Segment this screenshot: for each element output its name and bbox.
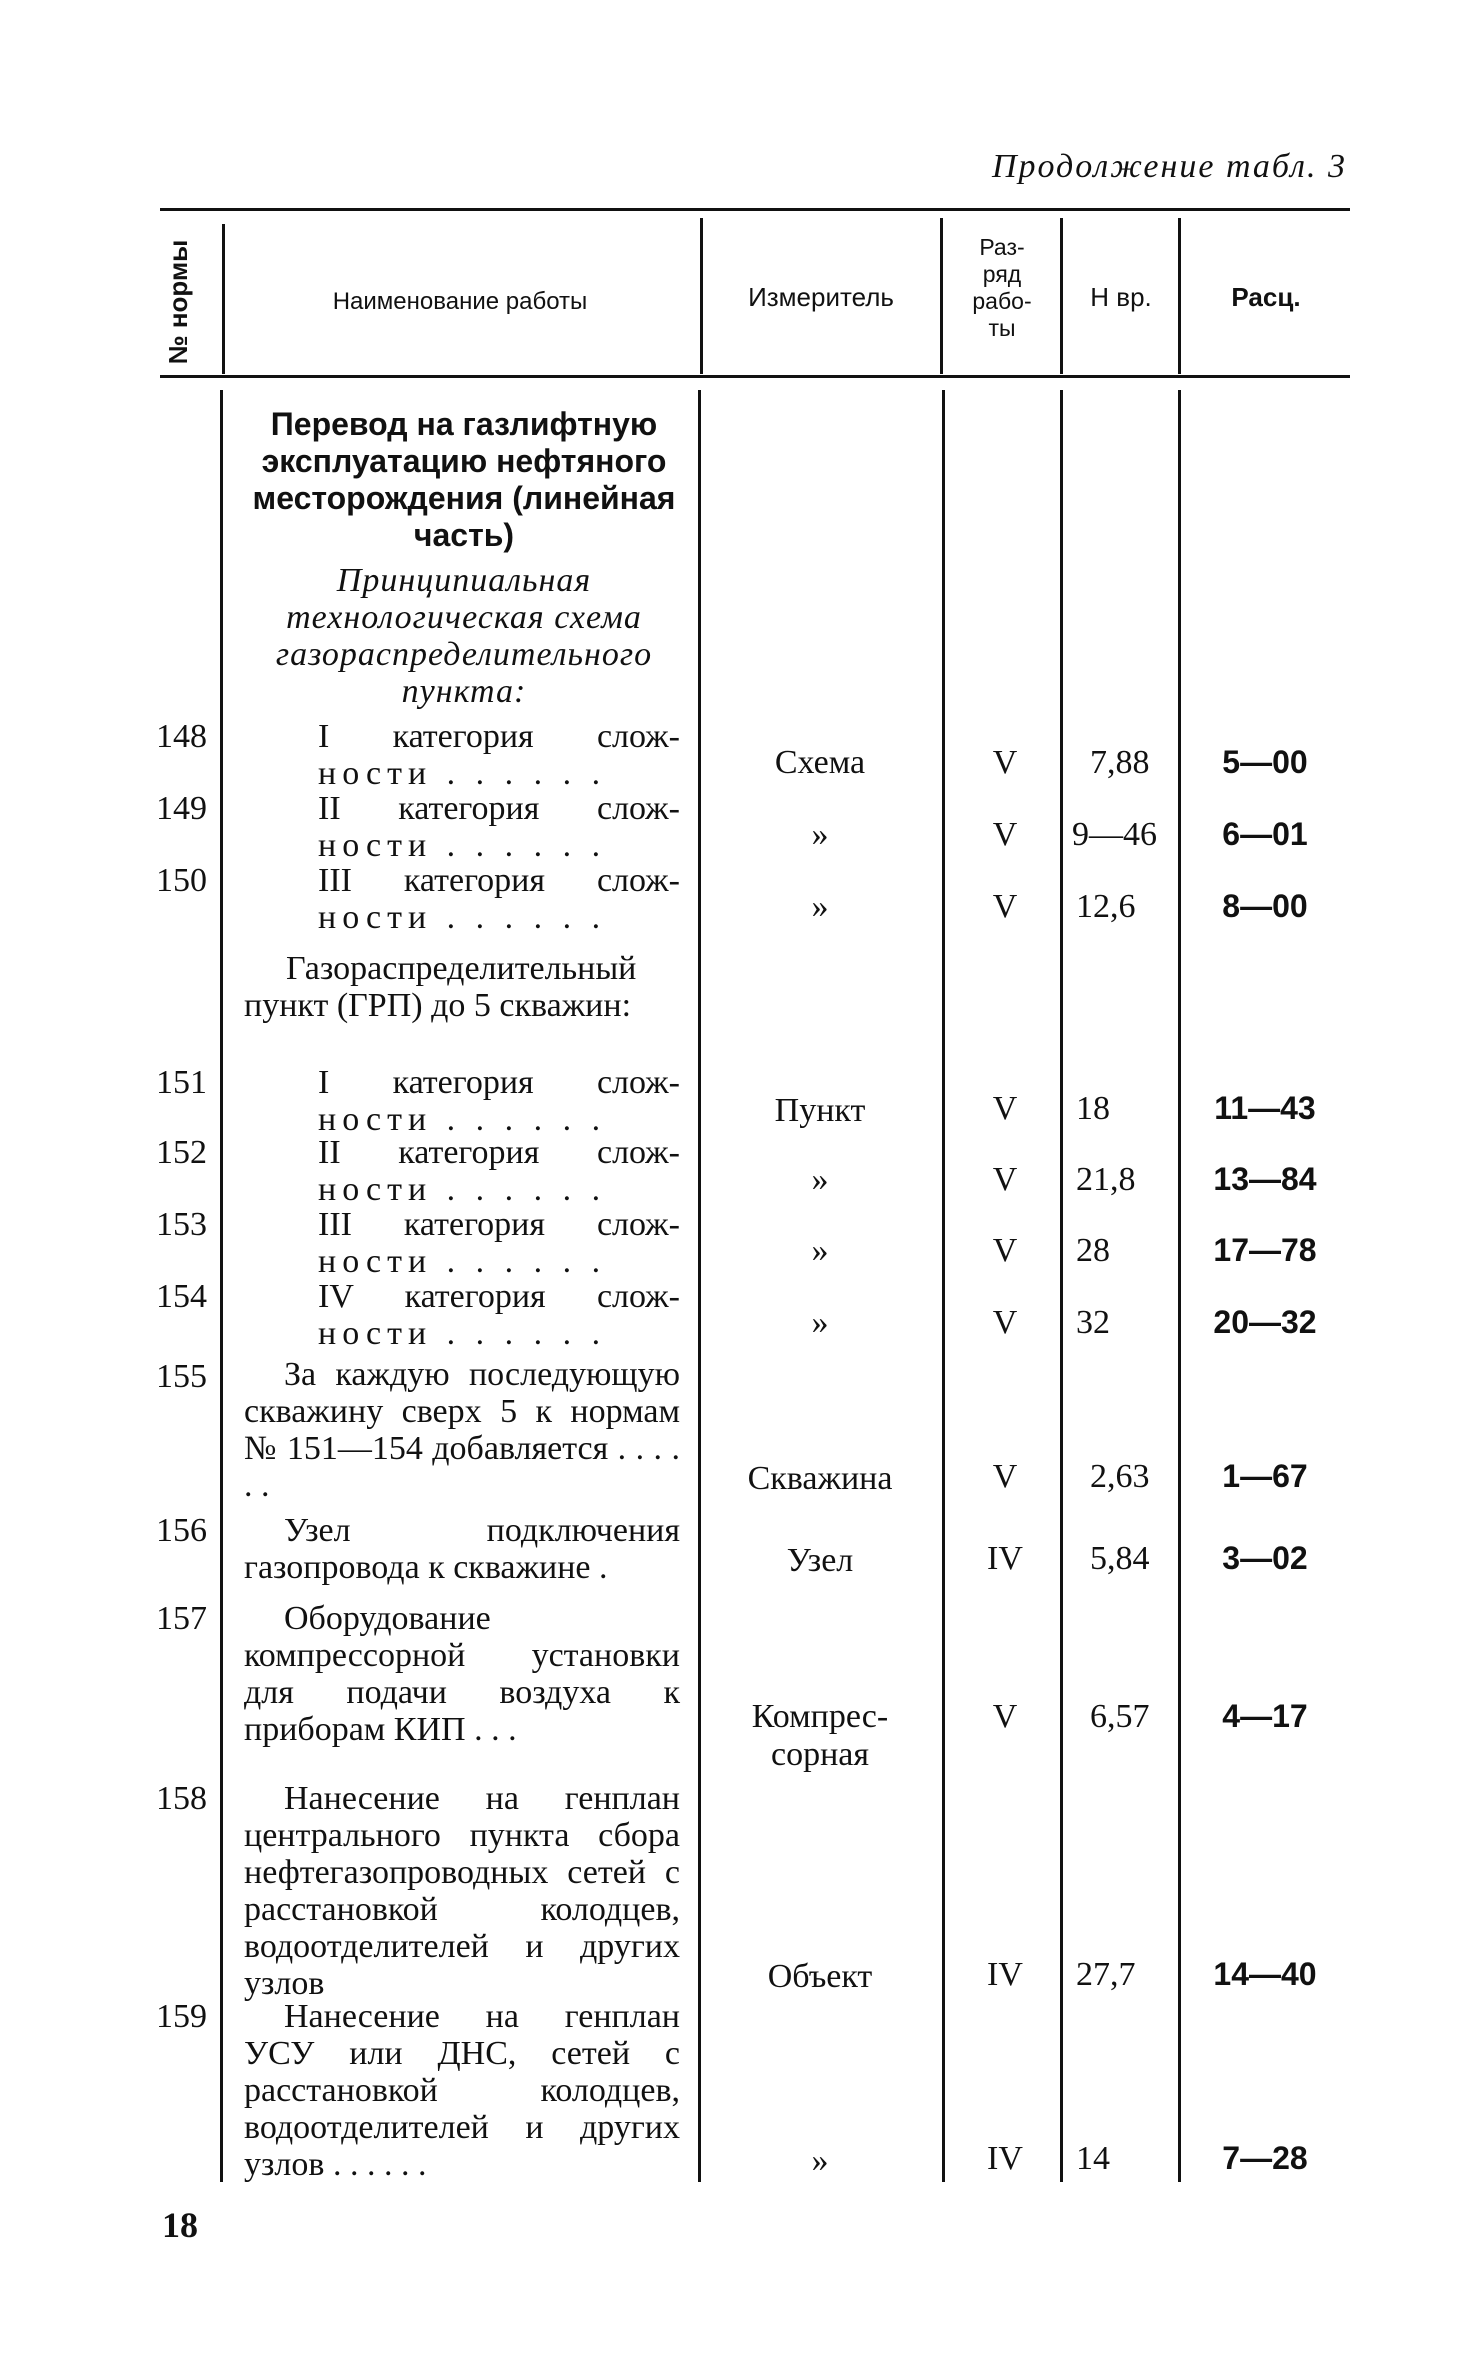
header-divider bbox=[700, 218, 703, 374]
measure-unit: » bbox=[811, 2142, 829, 2179]
header-bottom-rule bbox=[160, 375, 1350, 378]
work-name: ности . . . . . . bbox=[318, 1315, 607, 1352]
rate: 4—17 bbox=[1222, 1698, 1308, 1734]
header-divider bbox=[1178, 218, 1181, 374]
measure-unit: » bbox=[811, 816, 829, 853]
time-norm: 9—46 bbox=[1072, 816, 1157, 853]
norm-number: 155 bbox=[156, 1358, 207, 1395]
time-norm: 32 bbox=[1076, 1304, 1110, 1341]
rate: 17—78 bbox=[1213, 1232, 1317, 1268]
grade: V bbox=[992, 888, 1018, 925]
header-grade: Раз- ряд рабо- ты bbox=[972, 234, 1032, 341]
work-name: ности . . . . . . bbox=[318, 899, 607, 936]
work-name: II категория слож- bbox=[318, 790, 680, 827]
grade: V bbox=[992, 744, 1018, 781]
rate: 5—00 bbox=[1222, 744, 1308, 780]
work-name: Нанесение на генплан центрального пункта сбора нефтегазопроводных сетей с расстановкой колодцев, водоотделителей и других узлов bbox=[244, 1780, 680, 2002]
header-time-norm: Н вр. bbox=[1090, 282, 1152, 312]
time-norm: 7,88 bbox=[1090, 744, 1150, 781]
work-name: ности . . . . . . bbox=[318, 1101, 607, 1138]
section-title: Перевод на газлифтную эксплуатацию нефтяного месторождения (линейная часть) bbox=[252, 406, 676, 553]
measure-unit: » bbox=[811, 1161, 829, 1198]
norm-number: 151 bbox=[156, 1064, 207, 1101]
norm-number: 152 bbox=[156, 1134, 207, 1171]
work-name: I категория слож- bbox=[318, 718, 680, 755]
header-rate: Расц. bbox=[1231, 282, 1301, 312]
work-name: ности . . . . . . bbox=[318, 827, 607, 864]
measure-unit: » bbox=[811, 1304, 829, 1341]
time-norm: 6,57 bbox=[1090, 1698, 1150, 1735]
grade: V bbox=[992, 816, 1018, 853]
page-number: 18 bbox=[162, 2205, 198, 2245]
header-work-name: Наименование работы bbox=[332, 288, 588, 315]
measure-unit: » bbox=[811, 1232, 829, 1269]
time-norm: 27,7 bbox=[1076, 1956, 1136, 1993]
header-divider bbox=[222, 224, 225, 374]
measure-unit: Пункт bbox=[774, 1092, 866, 1129]
work-name: ности . . . . . . bbox=[318, 1171, 607, 1208]
header-top-rule bbox=[160, 208, 1350, 211]
grade: IV bbox=[987, 1956, 1023, 1993]
norm-number: 154 bbox=[156, 1278, 207, 1315]
norm-number: 157 bbox=[156, 1600, 207, 1637]
rate: 13—84 bbox=[1213, 1161, 1317, 1197]
time-norm: 14 bbox=[1076, 2140, 1110, 2177]
section-subtitle: Принципиальная технологическая схема газораспределительного пункта: bbox=[275, 562, 653, 710]
norm-number: 156 bbox=[156, 1512, 207, 1549]
rate: 8—00 bbox=[1222, 888, 1308, 924]
work-name: Нанесение на генплан УСУ или ДНС, сетей с расстановкой колодцев, водоотделителей и других узлов . . . . . . bbox=[244, 1998, 680, 2183]
column-divider bbox=[942, 390, 945, 2182]
rate: 11—43 bbox=[1214, 1090, 1316, 1126]
grade: V bbox=[992, 1458, 1018, 1495]
grade: V bbox=[992, 1698, 1018, 1735]
work-name: Узел подключения газопровода к скважине . bbox=[244, 1512, 680, 1586]
header-divider bbox=[940, 218, 943, 374]
measure-unit: Компрес- сорная bbox=[751, 1698, 889, 1773]
measure-unit: Схема bbox=[774, 744, 866, 781]
rate: 6—01 bbox=[1222, 816, 1308, 852]
work-name: I категория слож- bbox=[318, 1064, 680, 1101]
work-name: За каждую последующую скважину сверх 5 к нормам № 151—154 добавляется . . . . . . bbox=[244, 1356, 680, 1504]
rate: 7—28 bbox=[1222, 2140, 1308, 2176]
time-norm: 2,63 bbox=[1090, 1458, 1150, 1495]
rate: 1—67 bbox=[1222, 1458, 1308, 1494]
work-name: II категория слож- bbox=[318, 1134, 680, 1171]
grade: V bbox=[992, 1304, 1018, 1341]
column-divider bbox=[1060, 390, 1063, 2182]
section-subheading: Газораспределительный пункт (ГРП) до 5 скважин: bbox=[244, 950, 637, 1024]
time-norm: 21,8 bbox=[1076, 1161, 1136, 1198]
measure-unit: Объект bbox=[767, 1958, 873, 1995]
header-norm-no: № нормы bbox=[163, 239, 193, 365]
grade: V bbox=[992, 1232, 1018, 1269]
time-norm: 5,84 bbox=[1090, 1540, 1150, 1577]
work-name: Оборудование компрессорной установки для подачи воздуха к приборам КИП . . . bbox=[244, 1600, 680, 1748]
column-divider bbox=[698, 390, 701, 2182]
norm-number: 153 bbox=[156, 1206, 207, 1243]
time-norm: 18 bbox=[1076, 1090, 1110, 1127]
column-divider bbox=[220, 390, 223, 2182]
rate: 3—02 bbox=[1222, 1540, 1308, 1576]
work-name: ности . . . . . . bbox=[318, 1243, 607, 1280]
rate: 14—40 bbox=[1213, 1956, 1317, 1992]
rate: 20—32 bbox=[1213, 1304, 1317, 1340]
grade: IV bbox=[987, 2140, 1023, 2177]
work-name: III категория слож- bbox=[318, 862, 680, 899]
grade: V bbox=[992, 1090, 1018, 1127]
work-name: ности . . . . . . bbox=[318, 755, 607, 792]
work-name: IV категория слож- bbox=[318, 1278, 680, 1315]
measure-unit: Скважина bbox=[747, 1460, 893, 1497]
header-divider bbox=[1060, 218, 1063, 374]
norm-number: 149 bbox=[156, 790, 207, 827]
norm-number: 148 bbox=[156, 718, 207, 755]
measure-unit: Узел bbox=[786, 1542, 854, 1579]
column-divider bbox=[1178, 390, 1181, 2182]
norm-number: 150 bbox=[156, 862, 207, 899]
grade: IV bbox=[987, 1540, 1023, 1577]
time-norm: 28 bbox=[1076, 1232, 1110, 1269]
norm-number: 159 bbox=[156, 1998, 207, 2035]
norm-number: 158 bbox=[156, 1780, 207, 1817]
header-measure: Измеритель bbox=[748, 282, 894, 312]
measure-unit: » bbox=[811, 888, 829, 925]
continuation-title: Продолжение табл. 3 bbox=[991, 148, 1347, 185]
work-name: III категория слож- bbox=[318, 1206, 680, 1243]
grade: V bbox=[992, 1161, 1018, 1198]
time-norm: 12,6 bbox=[1076, 888, 1136, 925]
